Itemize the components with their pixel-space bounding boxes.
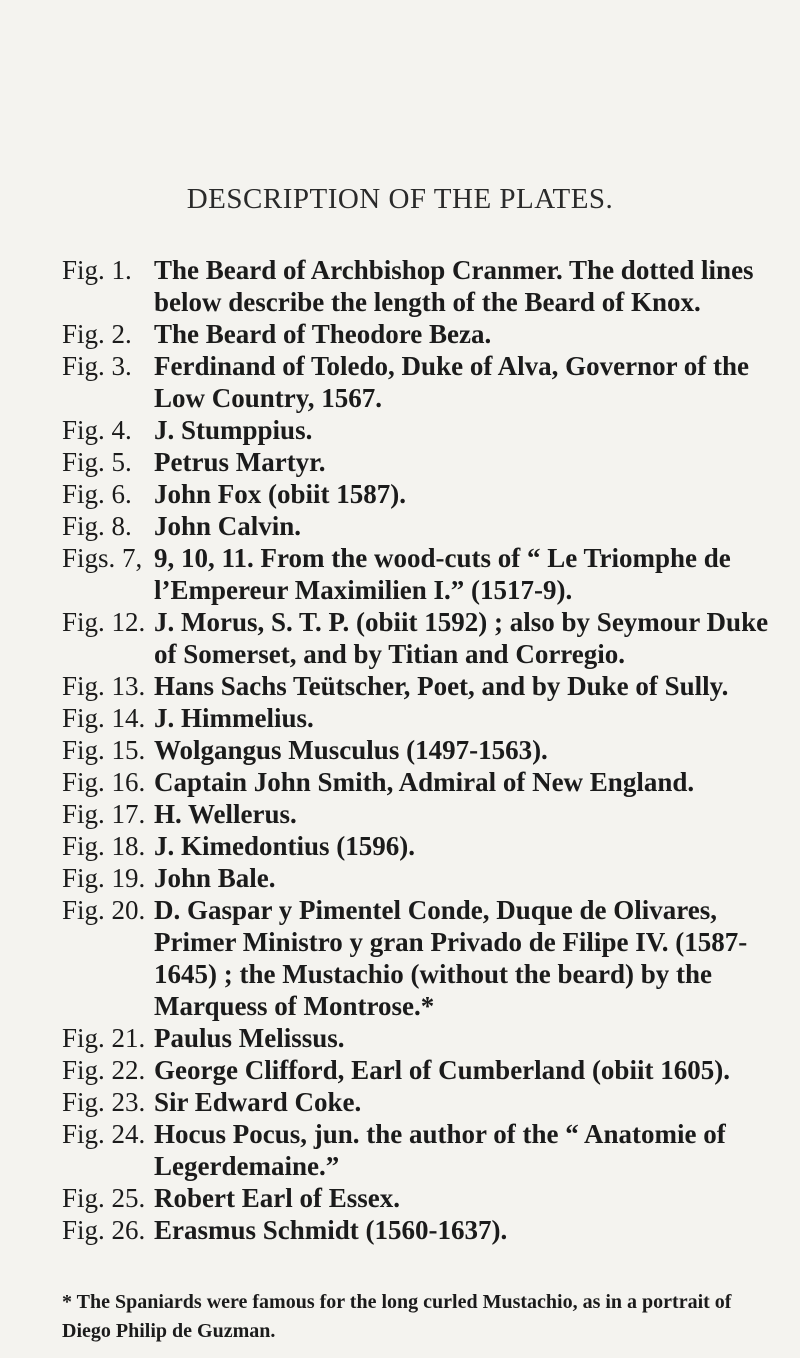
fig-label: Fig. 17. (62, 799, 146, 829)
fig-label: Figs. 7, (62, 543, 143, 573)
fig-label: Fig. 13. (62, 671, 146, 701)
entry-text: J. Stumppius. (154, 415, 313, 445)
fig-label: Fig. 24. (62, 1119, 146, 1149)
entry-text: George Clifford, Earl of Cumberland (obiit 1605). (154, 1055, 730, 1085)
entry-text: Robert Earl of Essex. (154, 1183, 400, 1213)
entry-text: D. Gaspar y Pimentel Conde, Duque de Olivares, Primer Ministro y gran Privado de Filipe IV. (1587-1645) ; the Mustachio (without the beard) by the Marquess of Montrose.* (154, 895, 748, 1021)
fig-label: Fig. 3. (62, 351, 132, 381)
fig-label: Fig. 12. (62, 607, 146, 637)
list-item (62, 894, 782, 1022)
entry-text: The Beard of Theodore Beza. (154, 319, 492, 349)
footnote: * The Spaniards were famous for the long curled Mustachio, as in a portrait of Diego Philip de Guzman. (62, 1291, 732, 1342)
list-item (62, 830, 782, 862)
fig-label: Fig. 14. (62, 703, 146, 733)
entry-text: Hocus Pocus, jun. the author of the “ Anatomie of Legerdemaine.” (154, 1119, 726, 1181)
fig-label: Fig. 20. (62, 895, 146, 925)
list-item (62, 1022, 782, 1054)
list-item (62, 478, 782, 510)
fig-label: Fig. 26. (62, 1215, 146, 1245)
list-item (62, 862, 782, 894)
fig-label: Fig. 6. (62, 479, 132, 509)
list-item (62, 1054, 782, 1086)
list-item (62, 446, 782, 478)
fig-label: Fig. 25. (62, 1183, 146, 1213)
entry-text: Paulus Melissus. (154, 1023, 345, 1053)
fig-label: Fig. 18. (62, 831, 146, 861)
list-item (62, 606, 782, 670)
entry-text: Sir Edward Coke. (154, 1087, 362, 1117)
fig-label: Fig. 15. (62, 735, 146, 765)
list-item (62, 1182, 782, 1214)
entry-text: John Calvin. (154, 511, 302, 541)
entry-text: The Beard of Archbishop Cranmer. The dotted lines below describe the length of the Beard of Knox. (154, 255, 754, 317)
list-item (62, 350, 782, 414)
entry-text: Hans Sachs Teütscher, Poet, and by Duke of Sully. (154, 671, 729, 701)
list-item (62, 798, 782, 830)
list-item (62, 1118, 782, 1182)
list-item (62, 414, 782, 446)
list-item (62, 542, 782, 606)
list-item (62, 1214, 782, 1246)
entry-text: J. Himmelius. (154, 703, 314, 733)
entry-text: J. Morus, S. T. P. (obiit 1592) ; also by Seymour Duke of Somerset, and by Titian and Corregio. (154, 607, 769, 669)
list-item (62, 318, 782, 350)
fig-label: Fig. 4. (62, 415, 132, 445)
list-item (62, 766, 782, 798)
plates-list (62, 254, 782, 1246)
entry-text: H. Wellerus. (154, 799, 297, 829)
fig-label: Fig. 22. (62, 1055, 146, 1085)
list-item (62, 510, 782, 542)
fig-label: Fig. 23. (62, 1087, 146, 1117)
fig-label: Fig. 16. (62, 767, 146, 797)
entry-text: John Bale. (154, 863, 276, 893)
entry-text: J. Kimedontius (1596). (154, 831, 416, 861)
fig-label: Fig. 21. (62, 1023, 146, 1053)
entry-text: Captain John Smith, Admiral of New England. (154, 767, 695, 797)
list-item (62, 1086, 782, 1118)
entry-text: Ferdinand of Toledo, Duke of Alva, Governor of the Low Country, 1567. (154, 351, 750, 413)
entry-text: Erasmus Schmidt (1560-1637). (154, 1215, 508, 1245)
fig-label: Fig. 1. (62, 255, 132, 285)
fig-label: Fig. 5. (62, 447, 132, 477)
list-item (62, 254, 782, 318)
fig-label: Fig. 8. (62, 511, 132, 541)
fig-label: Fig. 2. (62, 319, 132, 349)
entry-text: 9, 10, 11. From the wood-cuts of “ Le Triomphe de l’Empereur Maximilien I.” (1517-9). (154, 543, 731, 605)
page-title: DESCRIPTION OF THE PLATES. (186, 183, 614, 215)
list-item (62, 734, 782, 766)
entry-text: Petrus Martyr. (154, 447, 326, 477)
entry-text: John Fox (obiit 1587). (154, 479, 407, 509)
fig-label: Fig. 19. (62, 863, 146, 893)
entry-text: Wolgangus Musculus (1497-1563). (154, 735, 548, 765)
list-item (62, 702, 782, 734)
list-item (62, 670, 782, 702)
